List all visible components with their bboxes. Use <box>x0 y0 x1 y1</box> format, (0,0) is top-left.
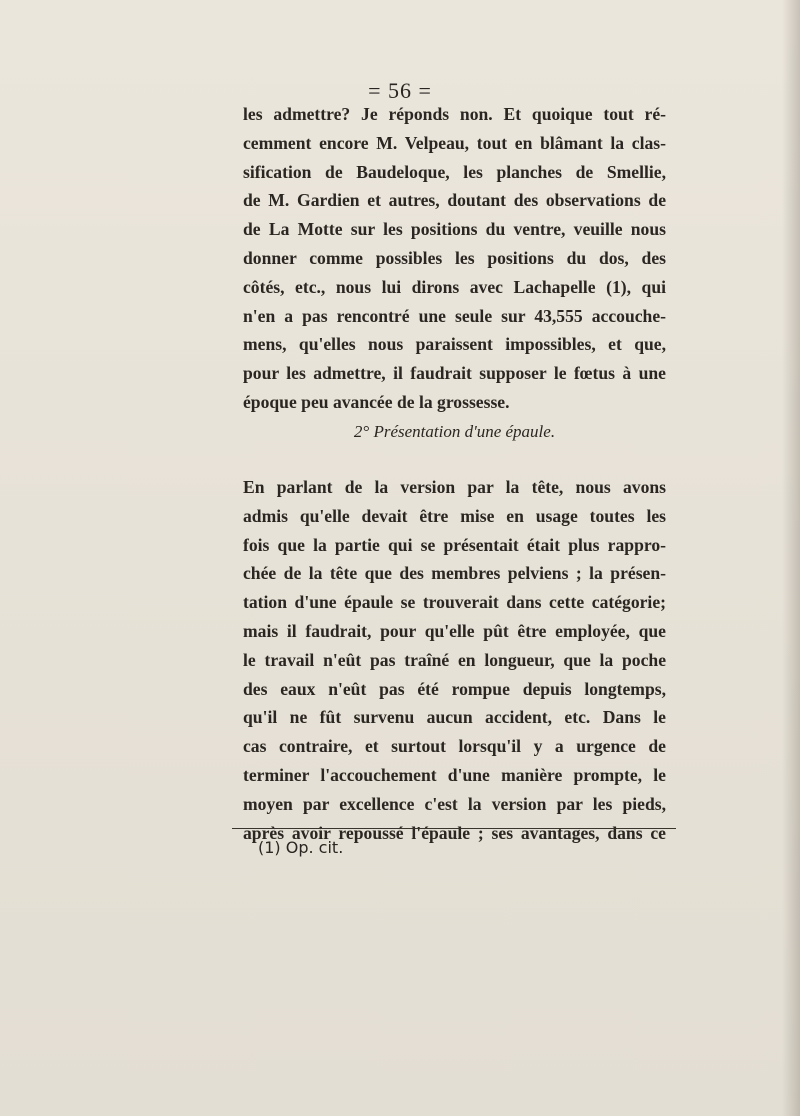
page-edge-shadow <box>782 0 800 1116</box>
text-line: le travail n'eût pas traîné en longueur, que la poche <box>243 649 666 670</box>
text-line: n'en a pas rencontré une seule sur 43,555 accouche- <box>243 305 666 326</box>
section-heading: 2° Présentation d'une épaule. <box>353 422 556 441</box>
paragraph-two <box>243 473 666 847</box>
text-line: tation d'une épaule se trouverait dans cette catégorie; <box>243 592 666 613</box>
text-line: de La Motte sur les positions du ventre, veuille nous <box>243 219 666 240</box>
text-line: pour les admettre, il faudrait supposer le fœtus à une <box>243 363 666 384</box>
text-line: chée de la tête que des membres pelviens ; la présen- <box>243 563 666 584</box>
text-line: admis qu'elle devait être mise en usage toutes les <box>243 505 666 526</box>
text-line: En parlant de la version par la tête, nous avons <box>243 477 666 497</box>
text-line: côtés, etc., nous lui dirons avec Lachapelle (1), qui <box>243 276 666 297</box>
text-line: fois que la partie qui se présentait était plus rappro- <box>243 534 666 555</box>
text-line: donner comme possibles les positions du dos, des <box>243 247 666 268</box>
text-line: après avoir repoussé l'épaule ; ses avantages, dans ce <box>243 822 666 843</box>
text-line: des eaux n'eût pas été rompue depuis longtemps, <box>243 678 666 699</box>
text-line: cemment encore M. Velpeau, tout en blâmant la clas- <box>243 132 666 153</box>
text-line: moyen par excellence c'est la version par les pieds, <box>243 793 666 814</box>
text-line: de M. Gardien et autres, doutant des observations de <box>243 190 666 211</box>
text-line: époque peu avancée de la grossesse. <box>243 391 510 412</box>
footnote: (1) Op. cit. <box>258 838 344 857</box>
text-line: les admettre? Je réponds non. Et quoique tout ré- <box>243 104 666 124</box>
text-line: mais il faudrait, pour qu'elle pût être employée, que <box>243 620 666 641</box>
page-number-header: = 56 = <box>368 78 432 103</box>
text-line: cas contraire, et surtout lorsqu'il y a urgence de <box>243 736 666 757</box>
text-line: sification de Baudeloque, les planches de Smellie, <box>243 161 666 182</box>
footnote-rule <box>232 828 676 829</box>
text-line: terminer l'accouchement d'une manière prompte, le <box>243 764 666 785</box>
text-line: mens, qu'elles nous paraissent impossibles, et que, <box>243 334 666 355</box>
paragraph-one <box>243 100 666 417</box>
text-line: qu'il ne fût survenu aucun accident, etc. Dans le <box>243 707 666 728</box>
